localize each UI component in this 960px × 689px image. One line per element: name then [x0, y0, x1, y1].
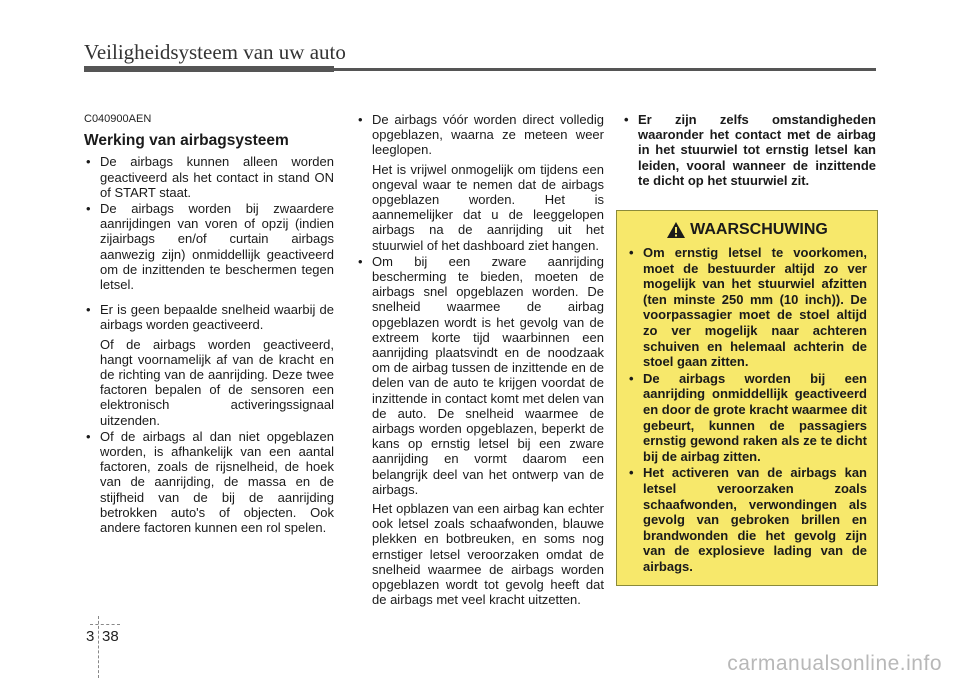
paragraph: Of de airbags al dan niet opgeblazen worden, is afhankelijk van een aantal factoren, zoals de rijsnelheid, de hoek van de aanrijding, de massa en de stijfheid van de bij de aanrijding betrokken auto's of objecten. Ook andere factoren kunnen een rol spelen. [100, 428, 334, 536]
list-item: • Om ernstig letsel te voorkomen, moet de bestuurder altijd zo ver mogelijk van het stuurwiel afzitten (ten minste 250 mm (10 inch)). De voorpassagier moet de stoel altijd zo ver mogelijk naar achteren schuiven en helemaal achterin de stoel gaan zitten. [629, 245, 867, 370]
section-title: Werking van airbagsysteem [84, 132, 289, 150]
warning-box [616, 210, 878, 586]
paragraph: De airbags vóór worden direct volledig opgeblazen, waarna ze meteen weer leeglopen. [372, 112, 604, 158]
paragraph: De airbags worden bij zwaardere aanrijdingen van voren of opzij (indien zijairbags en/of curtain airbags aanwezig zijn) onmiddellijk geactiveerd om de inzittenden te beschermen tegen letsel. [100, 201, 334, 293]
paragraph: Er zijn zelfs omstandigheden waaronder het contact met de airbag in het stuurwiel tot ernstig letsel kan leiden, vooral wanneer de inzittende te dicht op het stuurwiel zit. [638, 112, 876, 188]
paragraph: Het is vrijwel onmogelijk om tijdens een ongeval waar te nemen dat de airbags opgeblazen worden. Het is aannemelijker dat u de leeggelopen airbags na de aanrijding uit het stuurwiel of het dashboard ziet hangen. [372, 161, 604, 253]
list-item: • De airbags worden bij zwaardere aanrijdingen van voren of opzij (indien zijairbags en/of curtain airbags aanwezig zijn) onmiddellijk geactiveerd om de inzittenden te beschermen tegen letsel. [86, 201, 334, 293]
paragraph: Het activeren van de airbags kan letsel veroorzaken zoals schaafwonden, verwondingen als gevolg van gebroken brillen en brandwonden die het gevolg zijn van de explosieve lading van de airbags. [643, 465, 867, 574]
list-item: • Om bij een zware aanrijding bescherming te bieden, moeten de airbags snel opgeblazen worden. De snelheid waarmee de airbag opgeblazen wordt is het gevolg van de extreem korte tijd waarbinnen een aanrijding plaatsvindt en de noodzaak om de airbag tussen de inzittende en de delen van de auto te krijgen voordat de inzittende in contact komt met delen van de auto. De snelheid waarmee de airbags worden opgeblazen, beperkt de kans op ernstig letsel bij een zware aanrijding en vormt daarom een belangrijk deel van het ontwerp van de airbags. Het opblazen van een airbag kan echter ook letsel zoals schaafwonden, blauwe plekken en botbreuken, en soms nog ernstiger letsel veroorzaken omdat de snelheid waarmee de airbags worden opgeblazen wordt tot gevolg heeft dat de airbags met veel kracht uitzetten. [358, 253, 604, 608]
paragraph: Of de airbags worden geactiveerd, hangt voornamelijk af van de kracht en de richting van de aanrijding. Deze twee factoren bepalen of de sensoren een elektronisch activeringssignaal uitzenden. [100, 336, 334, 428]
list-item: • Er is geen bepaalde snelheid waarbij de airbags worden geactiveerd. Of de airbags worden geactiveerd, hangt voornamelijk af van de kracht en de richting van de aanrijding. Deze twee factoren bepalen of de sensoren een elektronisch activeringssignaal uitzenden. [86, 302, 334, 428]
warning-header [627, 221, 867, 239]
paragraph: De airbags kunnen alleen worden geactiveerd als het contact in stand ON of START staat. [100, 154, 334, 200]
warning-title: WAARSCHUWING [690, 221, 828, 238]
paragraph: Om bij een zware aanrijding bescherming te bieden, moeten de airbags snel opgeblazen worden. De snelheid waarmee de airbag opgeblazen wordt is het gevolg van de extreem korte tijd waarbinnen een aanrijding plaatsvindt en de noodzaak om de airbag tussen de inzittende en de delen van de auto te krijgen voordat de inzittende in contact komt met delen van de auto. De snelheid waarmee de airbags worden opgeblazen, beperkt de kans op ernstig letsel bij een zware aanrijding en vormt daarom een belangrijk deel van het ontwerp van de airbags. [372, 253, 604, 497]
warning-bullet-list [627, 245, 867, 574]
section-code: C040900AEN [84, 113, 152, 125]
list-item: • Of de airbags al dan niet opgeblazen worden, is afhankelijk van een aantal factoren, zoals de rijsnelheid, de hoek van de aanrijding, de massa en de stijfheid van de bij de aanrijding betrokken auto's of objecten. Ook andere factoren kunnen een rol spelen. [86, 428, 334, 536]
footer-rule [90, 624, 120, 625]
watermark-text: carmanualsonline.info [727, 652, 942, 675]
header-rule [84, 68, 876, 71]
footer-divider [98, 616, 99, 678]
paragraph: De airbags worden bij een aanrijding onmiddellijk geactiveerd en door de grote kracht waarmee dit gebeurt, kunnen de passagiers ernstig gewond raken als ze te dicht bij de airbag zitten. [643, 370, 867, 464]
column-1 [84, 112, 334, 536]
paragraph: Om ernstig letsel te voorkomen, moet de bestuurder altijd zo ver mogelijk van het stuurwiel afzitten (ten minste 250 mm (10 inch)). De voorpassagier moet de stoel altijd zo ver mogelijk naar achteren schuiven en helemaal achterin de stoel gaan zitten. [643, 245, 867, 370]
list-item: • De airbags vóór worden direct volledig opgeblazen, waarna ze meteen weer leeglopen. Het is vrijwel onmogelijk om tijdens een ongeval waar te nemen dat de airbags opgeblazen worden. Het is aannemelijker dat u de leeggelopen airbags na de aanrijding uit het stuurwiel of het dashboard ziet hangen. [358, 112, 604, 253]
list-item: • Het activeren van de airbags kan letsel veroorzaken zoals schaafwonden, verwondingen als gevolg van gebroken brillen en brandwonden die het gevolg zijn van de explosieve lading van de airbags. [629, 465, 867, 574]
list-item: • De airbags worden bij een aanrijding onmiddellijk geactiveerd en door de grote kracht waarmee dit gebeurt, kunnen de passagiers ernstig gewond raken als ze te dicht bij de airbag zitten. [629, 370, 867, 464]
paragraph: Er is geen bepaalde snelheid waarbij de airbags worden geactiveerd. [100, 302, 334, 333]
page-number: 38 [102, 628, 119, 645]
list-item: • Er zijn zelfs omstandigheden waaronder het contact met de airbag in het stuurwiel tot ernstig letsel kan leiden, vooral wanneer de inzittende te dicht op het stuurwiel zit. [624, 112, 876, 188]
list-item: • De airbags kunnen alleen worden geactiveerd als het contact in stand ON of START staat. [86, 154, 334, 200]
col1-bullet-list [84, 154, 334, 535]
column-2 [356, 112, 604, 609]
chapter-number: 3 [86, 628, 95, 645]
col2-bullet-list [356, 112, 604, 608]
col3-bullet-list [622, 112, 876, 188]
column-3 [622, 112, 876, 189]
page-header-title: Veiligheidsysteem van uw auto [84, 40, 346, 64]
paragraph: Het opblazen van een airbag kan echter ook letsel zoals schaafwonden, blauwe plekken en botbreuken, en soms nog ernstiger letsel veroorzaken omdat de snelheid waarmee de airbags worden opgeblazen wordt tot gevolg heeft dat de airbags met veel kracht uitzetten. [372, 501, 604, 608]
warning-triangle-icon [666, 221, 686, 239]
